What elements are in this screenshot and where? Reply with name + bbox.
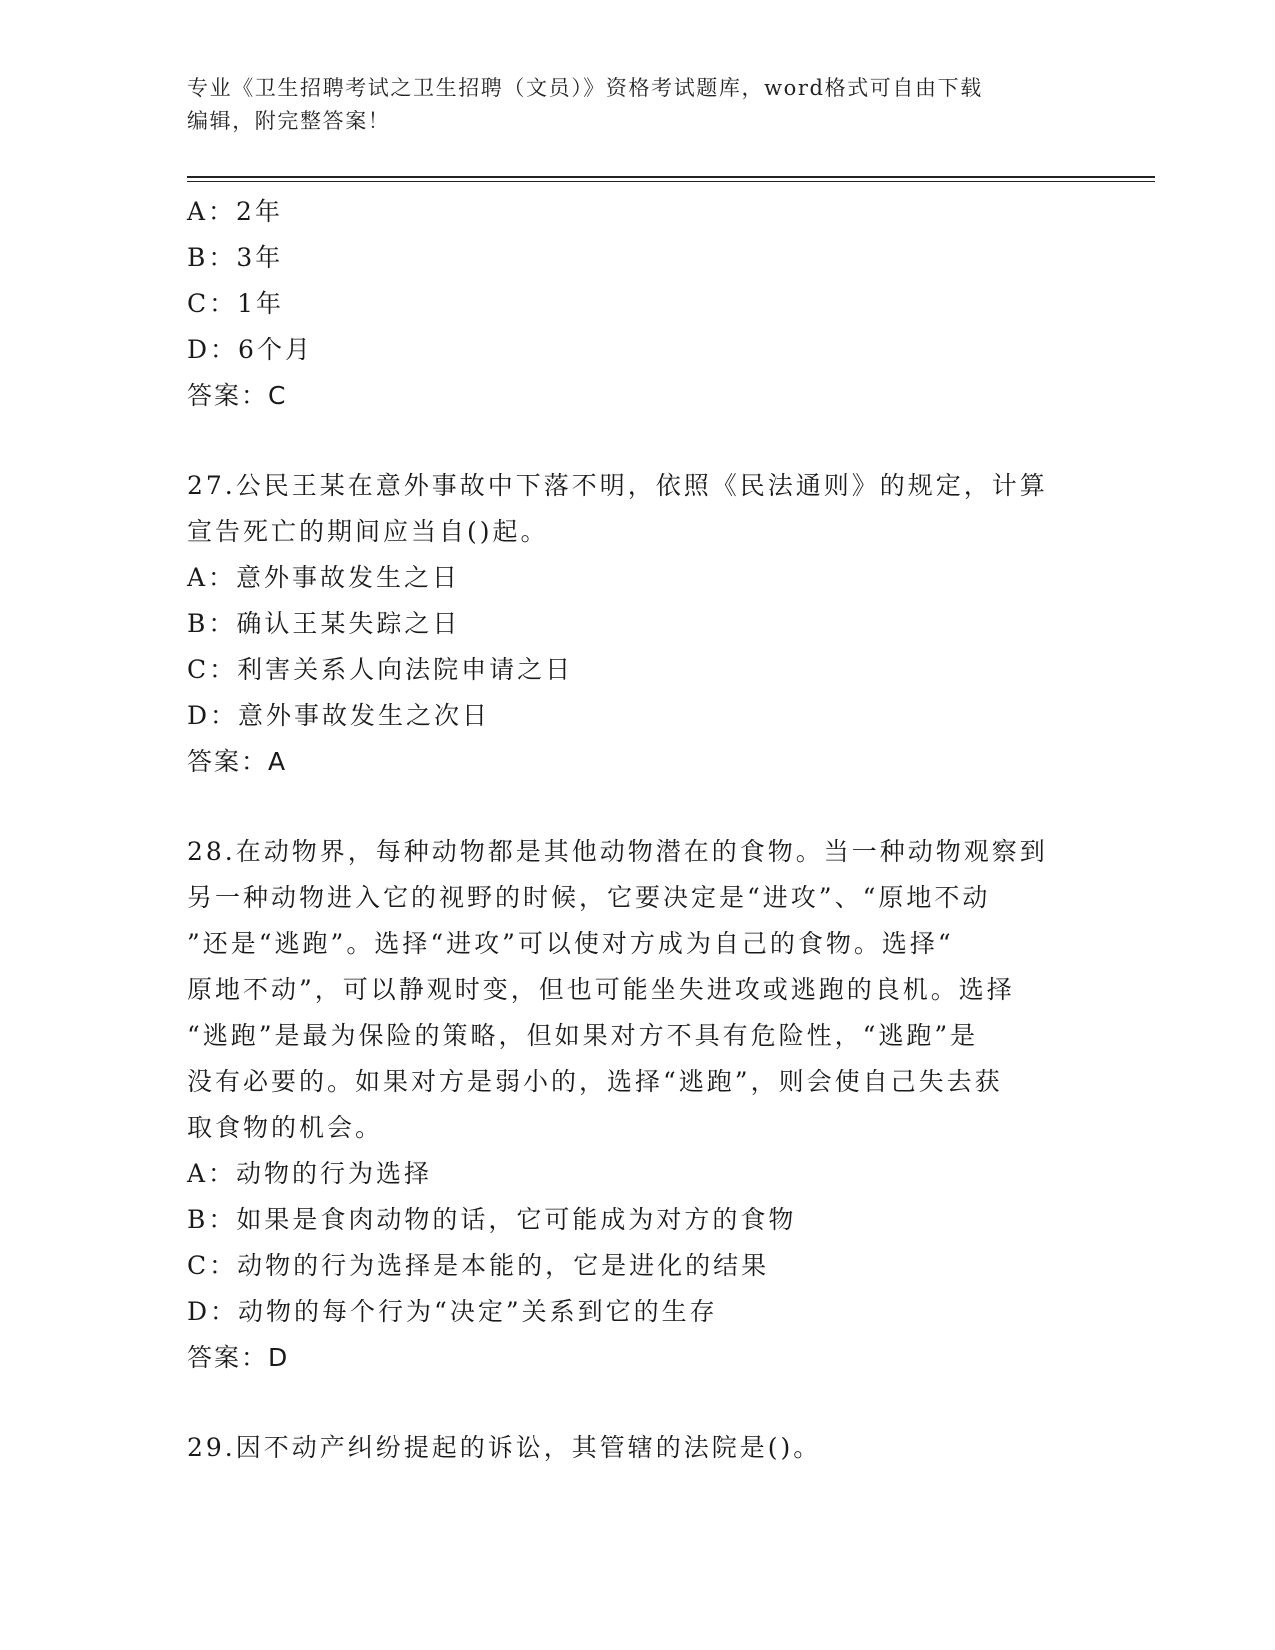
stem-line: 27.公民王某在意外事故中下落不明，依照《民法通则》的规定，计算: [187, 471, 1048, 500]
question-27: [187, 463, 1087, 785]
header-line-1: 专业《卫生招聘考试之卫生招聘（文员）》资格考试题库，word格式可自由下载: [187, 76, 983, 100]
option-d: D：6个月: [187, 335, 313, 364]
option-b: B：3年: [187, 243, 284, 272]
option-a: A：动物的行为选择: [187, 1159, 433, 1188]
option-c: C：1年: [187, 289, 285, 318]
document-header: [187, 72, 1087, 138]
stem-line: 另一种动物进入它的视野的时候，它要决定是“进攻”、“原地不动: [187, 883, 991, 912]
header-divider-thin: [187, 181, 1155, 182]
header-line-2: 编辑，附完整答案！: [187, 109, 391, 133]
answer-line: 答案：A: [187, 747, 288, 776]
question-28: [187, 829, 1087, 1381]
stem-line: 29.因不动产纠纷提起的诉讼，其管辖的法院是()。: [187, 1433, 822, 1462]
option-d: D：意外事故发生之次日: [187, 701, 491, 730]
answer-line: 答案：D: [187, 1343, 290, 1372]
option-c: C：利害关系人向法院申请之日: [187, 655, 574, 684]
header-divider-thick: [187, 176, 1155, 178]
question-stem: [187, 829, 1087, 1151]
stem-line: 没有必要的。如果对方是弱小的，选择“逃跑”，则会使自己失去获: [187, 1067, 1003, 1096]
stem-line: “逃跑”是最为保险的策略，但如果对方不具有危险性，“逃跑”是: [187, 1021, 979, 1050]
option-d: D：动物的每个行为“决定”关系到它的生存: [187, 1297, 718, 1326]
stem-line: 宣告死亡的期间应当自()起。: [187, 517, 549, 546]
option-b: B：确认王某失踪之日: [187, 609, 461, 638]
answer-line: 答案：C: [187, 381, 288, 410]
question-26: [187, 189, 1087, 419]
option-b: B：如果是食肉动物的话，它可能成为对方的食物: [187, 1205, 797, 1234]
option-a: A：意外事故发生之日: [187, 563, 461, 592]
question-stem: [187, 1425, 1087, 1471]
stem-line: ”还是“逃跑”。选择“进攻”可以使对方成为自己的食物。选择“: [187, 929, 954, 958]
stem-line: 原地不动”，可以静观时变，但也可能坐失进攻或逃跑的良机。选择: [187, 975, 1015, 1004]
stem-line: 28.在动物界，每种动物都是其他动物潜在的食物。当一种动物观察到: [187, 837, 1048, 866]
option-c: C：动物的行为选择是本能的，它是进化的结果: [187, 1251, 770, 1280]
question-29: [187, 1425, 1087, 1471]
stem-line: 取食物的机会。: [187, 1113, 384, 1142]
question-stem: [187, 463, 1087, 555]
document-body: [187, 189, 1087, 1471]
option-a: A：2年: [187, 197, 283, 226]
